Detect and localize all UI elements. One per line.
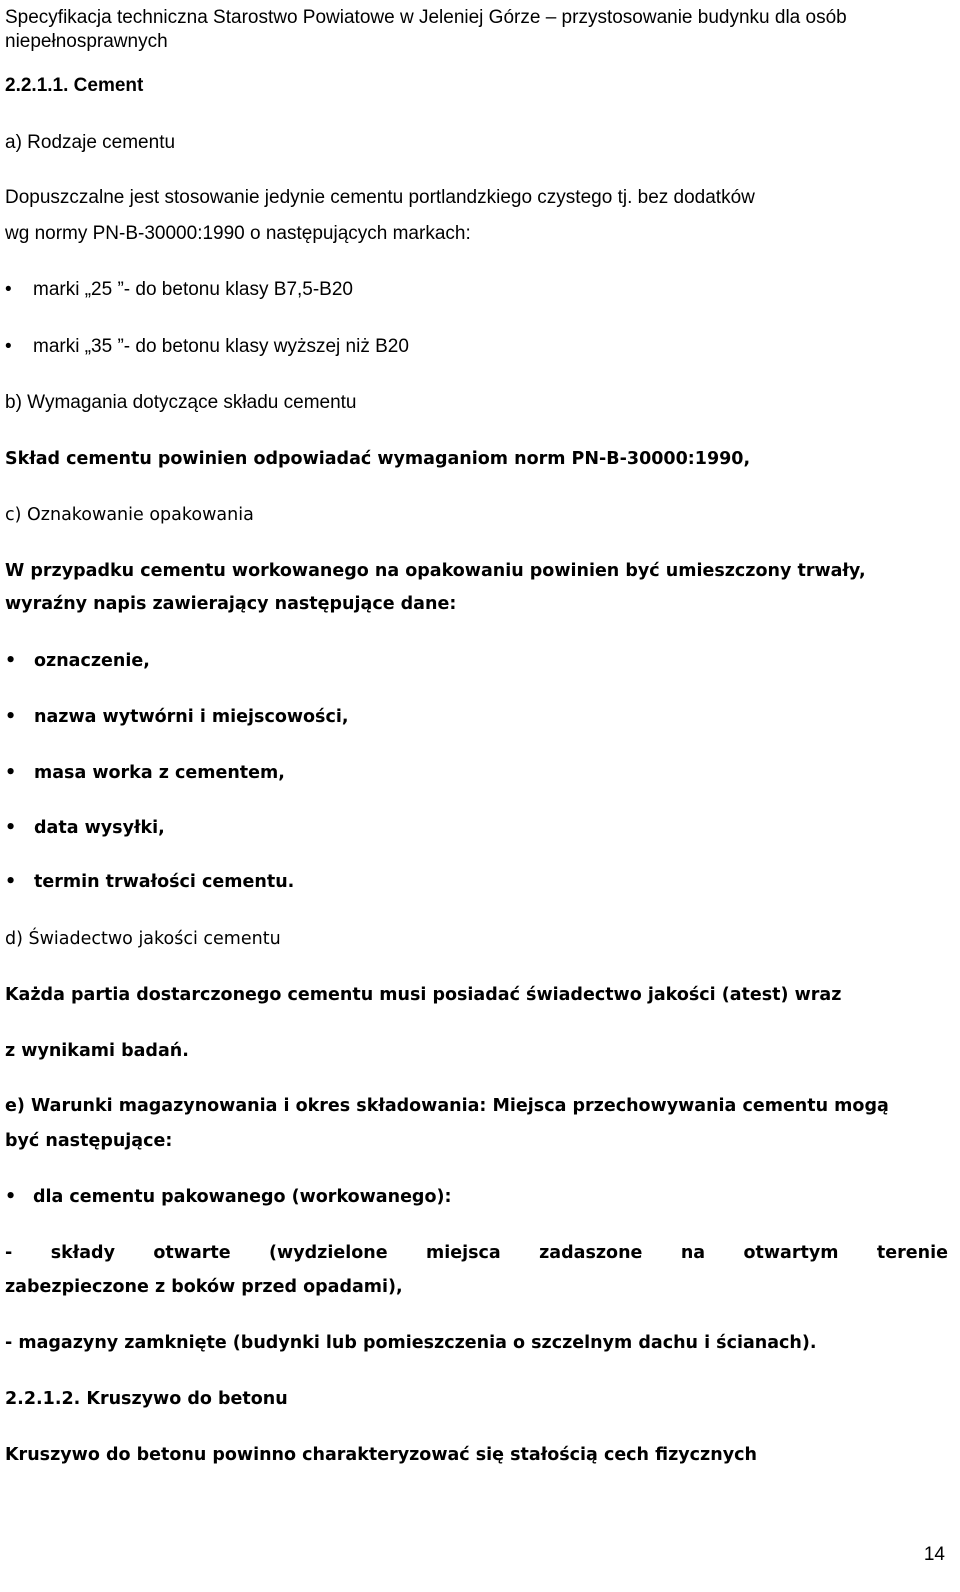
paragraph-d-line-1: Każda partia dostarczonego cementu musi posiadać świadectwo jakości (atest) wraz <box>5 985 842 1005</box>
subheading-d: d) Świadectwo jakości cementu <box>5 929 281 949</box>
subheading-a: a) Rodzaje cementu <box>5 132 176 153</box>
paragraph-d-line-2: z wynikami badań. <box>5 1041 189 1061</box>
bullet-icon: • <box>5 707 17 727</box>
bullet-icon: • <box>5 1187 17 1207</box>
list-item: • masa worka z cementem, <box>5 757 948 789</box>
list-item: • oznaczenie, <box>5 645 948 677</box>
list-item: • marki „35 ”- do betonu klasy wyższej niż B20 <box>5 331 948 363</box>
section-heading-cement: 2.2.1.1. Cement <box>5 75 144 96</box>
subheading-c: c) Oznakowanie opakowania <box>5 505 254 525</box>
section-heading-kruszywo: 2.2.1.2. Kruszywo do betonu <box>5 1389 288 1409</box>
paragraph-a-line-2: wg normy PN-B-30000:1990 o następujących markach: <box>5 223 471 244</box>
bullet-icon: • <box>5 279 12 300</box>
list-item: • marki „25 ”- do betonu klasy B7,5-B20 <box>5 274 948 306</box>
subheading-b: b) Wymagania dotyczące składu cementu <box>5 392 357 413</box>
list-item: • nazwa wytwórni i miejscowości, <box>5 701 948 733</box>
bullet-icon: • <box>5 651 17 671</box>
page-number: 14 <box>923 1544 945 1565</box>
paragraph-kruszywo: Kruszywo do betonu powinno charakteryzować się stałością cech fizycznych <box>5 1445 757 1465</box>
header-line-2: niepełnosprawnych <box>5 31 168 52</box>
list-item: • dla cementu pakowanego (workowanego): <box>5 1181 948 1213</box>
bullet-icon: • <box>5 818 17 838</box>
page-header <box>5 6 953 54</box>
document-page <box>5 0 953 1592</box>
dash-item-2: - magazyny zamknięte (budynki lub pomieszczenia o szczelnym dachu i ścianach). <box>5 1333 817 1353</box>
paragraph-a-line-1: Dopuszczalne jest stosowanie jedynie cementu portlandzkiego czystego tj. bez dodatków <box>5 187 755 208</box>
paragraph-c-line-2: wyraźny napis zawierający następujące dane: <box>5 594 457 614</box>
bullet-icon: • <box>5 763 17 783</box>
bullet-icon: • <box>5 872 17 892</box>
list-item: • data wysyłki, <box>5 812 948 844</box>
header-line-1: Specyfikacja techniczna Starostwo Powiatowe w Jeleniej Górze – przystosowanie budynku dla osób <box>5 7 847 28</box>
dash-item-1-line-2: zabezpieczone z boków przed opadami), <box>5 1277 403 1297</box>
bullet-icon: • <box>5 336 12 357</box>
paragraph-e-line-2: być następujące: <box>5 1131 173 1151</box>
dash-item-1-line-1: - składy otwarte (wydzielone miejsca zadaszone na otwartym terenie <box>5 1243 948 1263</box>
list-item: • termin trwałości cementu. <box>5 866 948 898</box>
paragraph-b: Skład cementu powinien odpowiadać wymaganiom norm PN-B-30000:1990, <box>5 449 751 469</box>
paragraph-c-line-1: W przypadku cementu workowanego na opakowaniu powinien być umieszczony trwały, <box>5 561 866 581</box>
paragraph-e-line-1: e) Warunki magazynowania i okres składowania: Miejsca przechowywania cementu mogą <box>5 1096 889 1116</box>
